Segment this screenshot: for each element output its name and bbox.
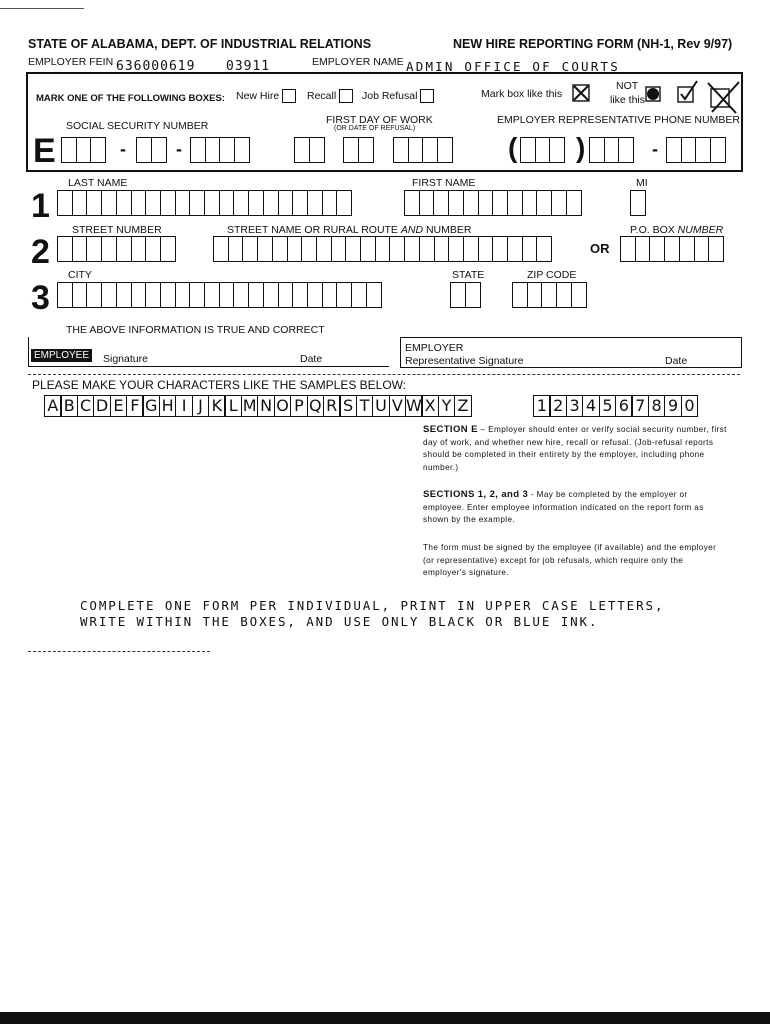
sample-letter-box: Q: [307, 395, 325, 417]
first-day-label: FIRST DAY OF WORK: [326, 114, 433, 126]
sample-digit-box: 6: [615, 395, 633, 417]
street-name-label-a: STREET NAME OR RURAL ROUTE: [227, 224, 401, 236]
ssn-digit-box[interactable]: [205, 137, 221, 163]
ssn-digit-box[interactable]: [234, 137, 250, 163]
phone-digit-box[interactable]: [520, 137, 536, 163]
sample-letter-box: S: [339, 395, 357, 417]
sample-letter-box: L: [224, 395, 242, 417]
last-name-boxes[interactable]: [57, 190, 351, 216]
employer-date-label: Date: [665, 355, 688, 367]
street-name-label-b: NUMBER: [423, 224, 472, 236]
section-e-instructions-text: – Employer should enter or verify social security number, first day of work, and whether new hire, recall or refusal. (Job-refusal reports should be completed in their entirety by the employer, including phone number.): [423, 425, 727, 472]
char-box[interactable]: [404, 236, 420, 262]
char-box[interactable]: [242, 236, 258, 262]
char-box[interactable]: [116, 236, 132, 262]
sample-digit-box: 2: [549, 395, 567, 417]
char-box[interactable]: [228, 236, 244, 262]
char-box[interactable]: [536, 190, 552, 216]
char-box[interactable]: [527, 282, 543, 308]
phone-digit-box[interactable]: [589, 137, 605, 163]
sample-letters: [44, 395, 471, 417]
char-box[interactable]: [620, 236, 636, 262]
char-box[interactable]: [131, 282, 147, 308]
state-boxes[interactable]: [450, 282, 479, 308]
ssn-part3[interactable]: [190, 137, 249, 163]
char-box[interactable]: [556, 282, 572, 308]
section-e-letter: E: [33, 132, 56, 170]
like-this-label: like this: [610, 94, 646, 106]
char-box[interactable]: [507, 236, 523, 262]
char-box[interactable]: [331, 236, 347, 262]
sample-digit-box: 7: [631, 395, 649, 417]
employee-badge: EMPLOYEE: [31, 349, 92, 362]
phone-digit-box[interactable]: [618, 137, 634, 163]
recall-option[interactable]: [307, 89, 353, 103]
char-box[interactable]: [233, 190, 249, 216]
employer-name-label: EMPLOYER NAME: [312, 56, 404, 68]
po-box-label-b: NUMBER: [677, 224, 724, 236]
sample-letter-box: Z: [454, 395, 472, 417]
cut-line: [28, 374, 740, 375]
char-box[interactable]: [219, 282, 235, 308]
sample-letter-box: E: [110, 395, 128, 417]
city-boxes[interactable]: [57, 282, 380, 308]
char-box[interactable]: [630, 190, 646, 216]
true-correct-statement: THE ABOVE INFORMATION IS TRUE AND CORRECT: [66, 324, 325, 336]
date-digit-box[interactable]: [393, 137, 409, 163]
char-box[interactable]: [131, 236, 147, 262]
date-digit-box[interactable]: [309, 137, 325, 163]
char-box[interactable]: [571, 282, 587, 308]
first-day-year[interactable]: [393, 137, 452, 163]
sample-letter-box: J: [192, 395, 210, 417]
phone-digit-box[interactable]: [666, 137, 682, 163]
char-box[interactable]: [316, 236, 332, 262]
char-box[interactable]: [336, 282, 352, 308]
ssn-label: SOCIAL SECURITY NUMBER: [66, 120, 209, 132]
checkmark-wrong-icon: [677, 80, 699, 104]
char-box[interactable]: [463, 236, 479, 262]
sample-digit-box: 9: [664, 395, 682, 417]
char-box[interactable]: [116, 282, 132, 308]
sample-letter-box: T: [356, 395, 374, 417]
big-x-wrong-icon: [706, 79, 742, 115]
char-box[interactable]: [507, 190, 523, 216]
mi-box[interactable]: [630, 190, 645, 216]
char-box[interactable]: [492, 190, 508, 216]
char-box[interactable]: [434, 236, 450, 262]
ssn-digit-box[interactable]: [136, 137, 152, 163]
char-box[interactable]: [694, 236, 710, 262]
employer-name-value: ADMIN OFFICE OF COURTS: [406, 59, 620, 74]
ssn-digit-box[interactable]: [190, 137, 206, 163]
ssn-part2[interactable]: [136, 137, 165, 163]
char-box[interactable]: [160, 282, 176, 308]
char-box[interactable]: [248, 282, 264, 308]
char-box[interactable]: [322, 282, 338, 308]
char-box[interactable]: [175, 282, 191, 308]
signature-instructions: The form must be signed by the employee (if available) and the employer (or representative) except for job refusals, which require only the employer's signature.: [423, 543, 717, 577]
char-box[interactable]: [465, 282, 481, 308]
sample-letter-box: F: [126, 395, 144, 417]
date-digit-box[interactable]: [437, 137, 453, 163]
street-number-boxes[interactable]: [57, 236, 175, 262]
sample-letter-box: A: [44, 395, 62, 417]
or-label: OR: [590, 241, 610, 256]
sample-letter-box: U: [372, 395, 390, 417]
char-box[interactable]: [345, 236, 361, 262]
sections-123-instructions: [423, 489, 728, 527]
char-box[interactable]: [679, 236, 695, 262]
char-box[interactable]: [101, 236, 117, 262]
char-box[interactable]: [219, 190, 235, 216]
last-name-label: LAST NAME: [68, 177, 128, 189]
phone-area-code[interactable]: [520, 137, 564, 163]
char-box[interactable]: [278, 190, 294, 216]
char-box[interactable]: [175, 190, 191, 216]
mark-boxes-label: MARK ONE OF THE FOLLOWING BOXES:: [36, 93, 225, 104]
new-hire-option[interactable]: [236, 89, 296, 103]
street-name-label-and: AND: [400, 224, 424, 236]
job-refusal-option[interactable]: [362, 89, 434, 103]
char-box[interactable]: [360, 236, 376, 262]
sample-letter-box: H: [159, 395, 177, 417]
sections-123-instructions-text: - May be completed by the employer or employee. Enter employee information indicated on the report form as shown by the example.: [423, 490, 704, 524]
char-box[interactable]: [664, 236, 680, 262]
char-box[interactable]: [72, 190, 88, 216]
sections-123-instructions-head: SECTIONS 1, 2, and 3: [423, 489, 529, 500]
ssn-separator: -: [120, 139, 126, 159]
first-day-day[interactable]: [343, 137, 372, 163]
char-box[interactable]: [541, 282, 557, 308]
sample-letter-box: W: [405, 396, 422, 415]
sample-letter-box: X: [421, 395, 439, 417]
char-box[interactable]: [272, 236, 288, 262]
zip-label: ZIP CODE: [527, 269, 577, 281]
char-box[interactable]: [101, 282, 117, 308]
phone-digit-box[interactable]: [535, 137, 551, 163]
not-label: NOT: [616, 80, 639, 92]
char-box[interactable]: [366, 282, 382, 308]
phone-digit-box[interactable]: [549, 137, 565, 163]
sample-digit-box: 1: [533, 395, 551, 417]
char-box[interactable]: [145, 282, 161, 308]
char-box[interactable]: [375, 236, 391, 262]
char-box[interactable]: [145, 190, 161, 216]
char-box[interactable]: [116, 190, 132, 216]
date-digit-box[interactable]: [408, 137, 424, 163]
employee-signature-label: Signature: [103, 353, 148, 365]
char-box[interactable]: [145, 236, 161, 262]
filled-mark-wrong-icon: [645, 86, 661, 102]
char-box[interactable]: [448, 190, 464, 216]
char-box[interactable]: [204, 282, 220, 308]
date-digit-box[interactable]: [294, 137, 310, 163]
sample-letter-box: M: [242, 396, 257, 415]
char-box[interactable]: [292, 190, 308, 216]
new-hire-checkbox[interactable]: [282, 89, 296, 103]
phone-digit-box[interactable]: [604, 137, 620, 163]
char-box[interactable]: [189, 190, 205, 216]
char-box[interactable]: [351, 282, 367, 308]
sample-letter-box: Y: [438, 395, 456, 417]
ssn-digit-box[interactable]: [219, 137, 235, 163]
bottom-bar: [0, 1012, 770, 1024]
fein-label: EMPLOYER FEIN: [28, 56, 114, 68]
fein-value: 636000619: [116, 59, 196, 74]
char-box[interactable]: [336, 190, 352, 216]
char-box[interactable]: [448, 236, 464, 262]
char-box[interactable]: [86, 236, 102, 262]
sample-letter-box: D: [93, 395, 111, 417]
char-box[interactable]: [492, 236, 508, 262]
recall-checkbox[interactable]: [339, 89, 353, 103]
char-box[interactable]: [131, 190, 147, 216]
date-digit-box[interactable]: [358, 137, 374, 163]
char-box[interactable]: [551, 190, 567, 216]
form-title: NEW HIRE REPORTING FORM (NH-1, Rev 9/97): [453, 37, 733, 51]
employer-label: EMPLOYER: [405, 342, 464, 354]
char-box[interactable]: [101, 190, 117, 216]
char-box[interactable]: [522, 236, 538, 262]
char-box[interactable]: [566, 190, 582, 216]
char-box[interactable]: [189, 282, 205, 308]
form-issuer-title: STATE OF ALABAMA, DEPT. OF INDUSTRIAL RELATIONS: [28, 37, 372, 51]
char-box[interactable]: [419, 236, 435, 262]
sample-digit-box: 3: [566, 395, 584, 417]
char-box[interactable]: [404, 190, 420, 216]
sample-letter-box: G: [142, 395, 160, 417]
phone-open-paren: (: [508, 132, 518, 163]
phone-digit-box[interactable]: [695, 137, 711, 163]
char-box[interactable]: [160, 190, 176, 216]
char-box[interactable]: [72, 282, 88, 308]
char-box[interactable]: [213, 236, 229, 262]
ssn-digit-box[interactable]: [61, 137, 77, 163]
job-refusal-label: Job Refusal: [362, 89, 418, 102]
phone-label: EMPLOYER REPRESENTATIVE PHONE NUMBER: [497, 114, 740, 126]
sample-digits: [533, 395, 697, 417]
char-box[interactable]: [450, 282, 466, 308]
char-box[interactable]: [536, 236, 552, 262]
phone-line[interactable]: [666, 137, 725, 163]
char-box[interactable]: [263, 282, 279, 308]
section-2-number: 2: [31, 233, 50, 271]
lower-cut-line: [28, 651, 210, 652]
section-1-number: 1: [31, 187, 50, 225]
footer-line-2: WRITE WITHIN THE BOXES, AND USE ONLY BLACK OR BLUE INK.: [80, 614, 599, 629]
sample-digit-box: 4: [582, 395, 600, 417]
employee-date-label: Date: [300, 353, 323, 365]
po-box-boxes[interactable]: [620, 236, 723, 262]
char-box[interactable]: [522, 190, 538, 216]
sample-letter-box: V: [389, 395, 407, 417]
phone-close-paren: ): [576, 132, 586, 163]
po-box-label-a: P.O. BOX: [630, 224, 678, 236]
char-box[interactable]: [301, 236, 317, 262]
first-name-boxes[interactable]: [404, 190, 580, 216]
sample-letter-box: I: [175, 395, 193, 417]
char-box[interactable]: [708, 236, 724, 262]
char-box[interactable]: [307, 190, 323, 216]
street-name-boxes[interactable]: [213, 236, 551, 262]
new-hire-label: New Hire: [236, 89, 280, 102]
city-label: CITY: [68, 269, 92, 281]
phone-digit-box[interactable]: [710, 137, 726, 163]
char-box[interactable]: [322, 190, 338, 216]
char-box[interactable]: [463, 190, 479, 216]
zip-boxes[interactable]: [512, 282, 586, 308]
ssn-digit-box[interactable]: [151, 137, 167, 163]
mark-like-label: Mark box like this: [481, 88, 563, 100]
sample-letter-box: O: [274, 395, 292, 417]
char-box[interactable]: [72, 236, 88, 262]
char-box[interactable]: [635, 236, 651, 262]
char-box[interactable]: [389, 236, 405, 262]
char-box[interactable]: [292, 282, 308, 308]
char-box[interactable]: [233, 282, 249, 308]
first-day-month[interactable]: [294, 137, 323, 163]
first-name-label: FIRST NAME: [412, 177, 476, 189]
sample-letter-box: R: [323, 395, 341, 417]
char-box[interactable]: [160, 236, 176, 262]
char-box[interactable]: [57, 190, 73, 216]
ssn-digit-box[interactable]: [76, 137, 92, 163]
char-box[interactable]: [204, 190, 220, 216]
sample-digit-box: 0: [681, 395, 699, 417]
sample-letter-box: C: [77, 395, 95, 417]
ssn-separator: -: [176, 139, 182, 159]
char-box[interactable]: [257, 236, 273, 262]
char-box[interactable]: [478, 190, 494, 216]
top-rule: [0, 8, 84, 9]
samples-prompt: PLEASE MAKE YOUR CHARACTERS LIKE THE SAMPLES BELOW:: [32, 378, 407, 392]
mi-label: MI: [636, 177, 648, 189]
char-box[interactable]: [307, 282, 323, 308]
footer-line-1: COMPLETE ONE FORM PER INDIVIDUAL, PRINT IN UPPER CASE LETTERS,: [80, 598, 665, 613]
char-box[interactable]: [512, 282, 528, 308]
job-refusal-checkbox[interactable]: [420, 89, 434, 103]
sample-digit-box: 5: [599, 395, 617, 417]
ssn-digit-box[interactable]: [90, 137, 106, 163]
char-box[interactable]: [287, 236, 303, 262]
date-digit-box[interactable]: [343, 137, 359, 163]
section-e-instructions-head: SECTION E: [423, 424, 478, 435]
street-name-label: [227, 224, 471, 236]
phone-digit-box[interactable]: [681, 137, 697, 163]
fein-suffix: 03911: [226, 59, 271, 74]
sample-letter-box: P: [290, 395, 308, 417]
char-box[interactable]: [433, 190, 449, 216]
char-box[interactable]: [57, 236, 73, 262]
sample-letter-box: B: [60, 395, 78, 417]
first-day-sublabel: (OR DATE OF REFUSAL): [334, 125, 416, 132]
employer-rep-signature-label: Representative Signature: [405, 355, 524, 367]
po-box-label: [630, 224, 723, 236]
x-mark-sample-icon: [572, 84, 590, 102]
char-box[interactable]: [478, 236, 494, 262]
section-e-instructions: [423, 424, 728, 474]
date-digit-box[interactable]: [422, 137, 438, 163]
sample-letter-box: K: [208, 395, 226, 417]
sample-digit-box: 8: [648, 395, 666, 417]
char-box[interactable]: [86, 190, 102, 216]
street-number-label: STREET NUMBER: [72, 224, 162, 236]
char-box[interactable]: [263, 190, 279, 216]
char-box[interactable]: [419, 190, 435, 216]
sample-letter-box: N: [257, 395, 275, 417]
char-box[interactable]: [86, 282, 102, 308]
section-3-number: 3: [31, 279, 50, 317]
char-box[interactable]: [649, 236, 665, 262]
char-box[interactable]: [278, 282, 294, 308]
phone-prefix[interactable]: [589, 137, 633, 163]
ssn-part1[interactable]: [61, 137, 105, 163]
phone-separator: -: [652, 139, 658, 159]
char-box[interactable]: [57, 282, 73, 308]
state-label: STATE: [452, 269, 485, 281]
recall-label: Recall: [307, 89, 337, 102]
char-box[interactable]: [248, 190, 264, 216]
